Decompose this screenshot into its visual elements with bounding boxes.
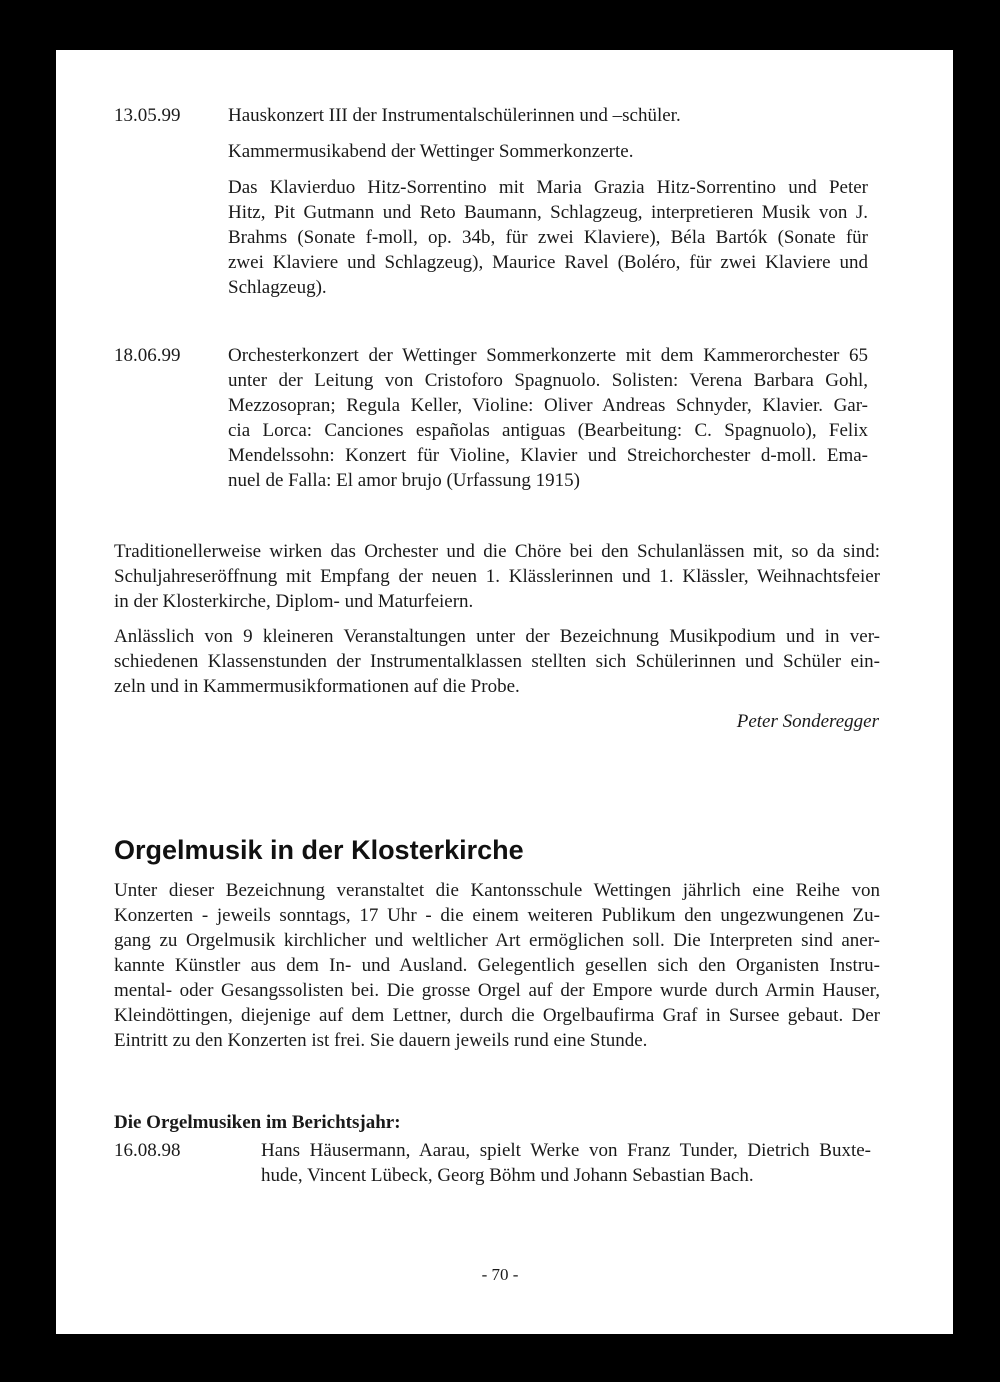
section-heading: Orgelmusik in der Klosterkirche bbox=[114, 835, 524, 865]
text-line: Unter dieser Bezeichnung veranstaltet die Kantonsschule Wettingen jährlich eine Reihe von bbox=[114, 880, 880, 901]
entry-text bbox=[228, 103, 868, 300]
text-line: Das Klavierduo Hitz-Sorrentino mit Maria Grazia Hitz-Sorrentino und Peter bbox=[228, 177, 868, 198]
text-line: Konzerten - jeweils sonntags, 17 Uhr - die einem weiteren Publikum den ungezwungenen Zu- bbox=[114, 905, 880, 926]
text-line: Kammermusikabend der Wettinger Sommerkonzerte. bbox=[228, 141, 634, 162]
body-text bbox=[114, 539, 880, 699]
entry-date: 13.05.99 bbox=[114, 105, 181, 126]
text-line: zeln und in Kammermusikformationen auf die Probe. bbox=[114, 676, 520, 697]
text-line: hude, Vincent Lübeck, Georg Böhm und Johann Sebastian Bach. bbox=[261, 1165, 754, 1186]
text-line: Hitz, Pit Gutmann und Reto Baumann, Schlagzeug, interpretieren Musik von J. bbox=[228, 202, 868, 223]
text-line: mental- oder Gesangssolisten bei. Die grosse Orgel auf der Empore wurde durch Armin Hauser, bbox=[114, 980, 880, 1001]
page-number: - 70 - bbox=[481, 1265, 519, 1284]
subheading: Die Orgelmusiken im Berichtsjahr: bbox=[114, 1112, 401, 1133]
text-line: Schuljahreseröffnung mit Empfang der neuen 1. Klässlerinnen und 1. Klässler, Weihnachtsfeier bbox=[114, 566, 880, 587]
text-line: Hans Häusermann, Aarau, spielt Werke von Franz Tunder, Dietrich Buxte- bbox=[261, 1140, 871, 1161]
entry-date: 18.06.99 bbox=[114, 345, 181, 366]
text-line: Traditionellerweise wirken das Orchester und die Chöre bei den Schulanlässen mit, so da sind: bbox=[114, 541, 880, 562]
text-line: Brahms (Sonate f-moll, op. 34b, für zwei Klaviere), Béla Bartók (Sonate für bbox=[228, 227, 868, 248]
text-line: gang zu Orgelmusik kirchlicher und weltlicher Art ermöglichen soll. Die Interpreten sind aner- bbox=[114, 930, 880, 951]
text-line: kannte Künstler aus dem In- und Ausland. Gelegentlich gesellen sich den Organisten Instru- bbox=[114, 955, 880, 976]
text-line: Kleindöttingen, diejenige auf dem Lettner, durch die Orgelbaufirma Graf in Sursee gebaut. Der bbox=[114, 1005, 880, 1026]
text-line: schiedenen Klassenstunden der Instrumentalklassen stellten sich Schülerinnen und Schüler ein- bbox=[114, 651, 880, 672]
text-line: zwei Klaviere und Schlagzeug), Maurice Ravel (Boléro, für zwei Klaviere und bbox=[228, 252, 868, 273]
text-line: cia Lorca: Canciones españolas antiguas (Bearbeitung: C. Spagnuolo), Felix bbox=[228, 420, 868, 441]
entry-text bbox=[228, 343, 868, 493]
text-line: Orchesterkonzert der Wettinger Sommerkonzerte mit dem Kammerorchester 65 bbox=[228, 345, 868, 366]
text-line: in der Klosterkirche, Diplom- und Maturfeiern. bbox=[114, 591, 474, 612]
text-line: Hauskonzert III der Instrumentalschülerinnen und –schüler. bbox=[228, 105, 681, 126]
text-line: Mezzosopran; Regula Keller, Violine: Oliver Andreas Schnyder, Klavier. Gar- bbox=[228, 395, 868, 416]
section-paragraph bbox=[114, 878, 880, 1053]
text-line: unter der Leitung von Cristoforo Spagnuolo. Solisten: Verena Barbara Gohl, bbox=[228, 370, 868, 391]
text-line: Mendelssohn: Konzert für Violine, Klavier und Streichorchester d-moll. Ema- bbox=[228, 445, 868, 466]
text-line: Anlässlich von 9 kleineren Veranstaltungen unter der Bezeichnung Musikpodium und in ver- bbox=[114, 626, 880, 647]
text-line: Eintritt zu den Konzerten ist frei. Sie dauern jeweils rund eine Stunde. bbox=[114, 1030, 648, 1051]
text-line: Schlagzeug). bbox=[228, 277, 327, 298]
entry-text bbox=[261, 1138, 871, 1188]
author-signature: Peter Sonderegger bbox=[736, 711, 879, 732]
entry-date: 16.08.98 bbox=[114, 1140, 181, 1161]
text-line: nuel de Falla: El amor brujo (Urfassung 1915) bbox=[228, 470, 580, 491]
